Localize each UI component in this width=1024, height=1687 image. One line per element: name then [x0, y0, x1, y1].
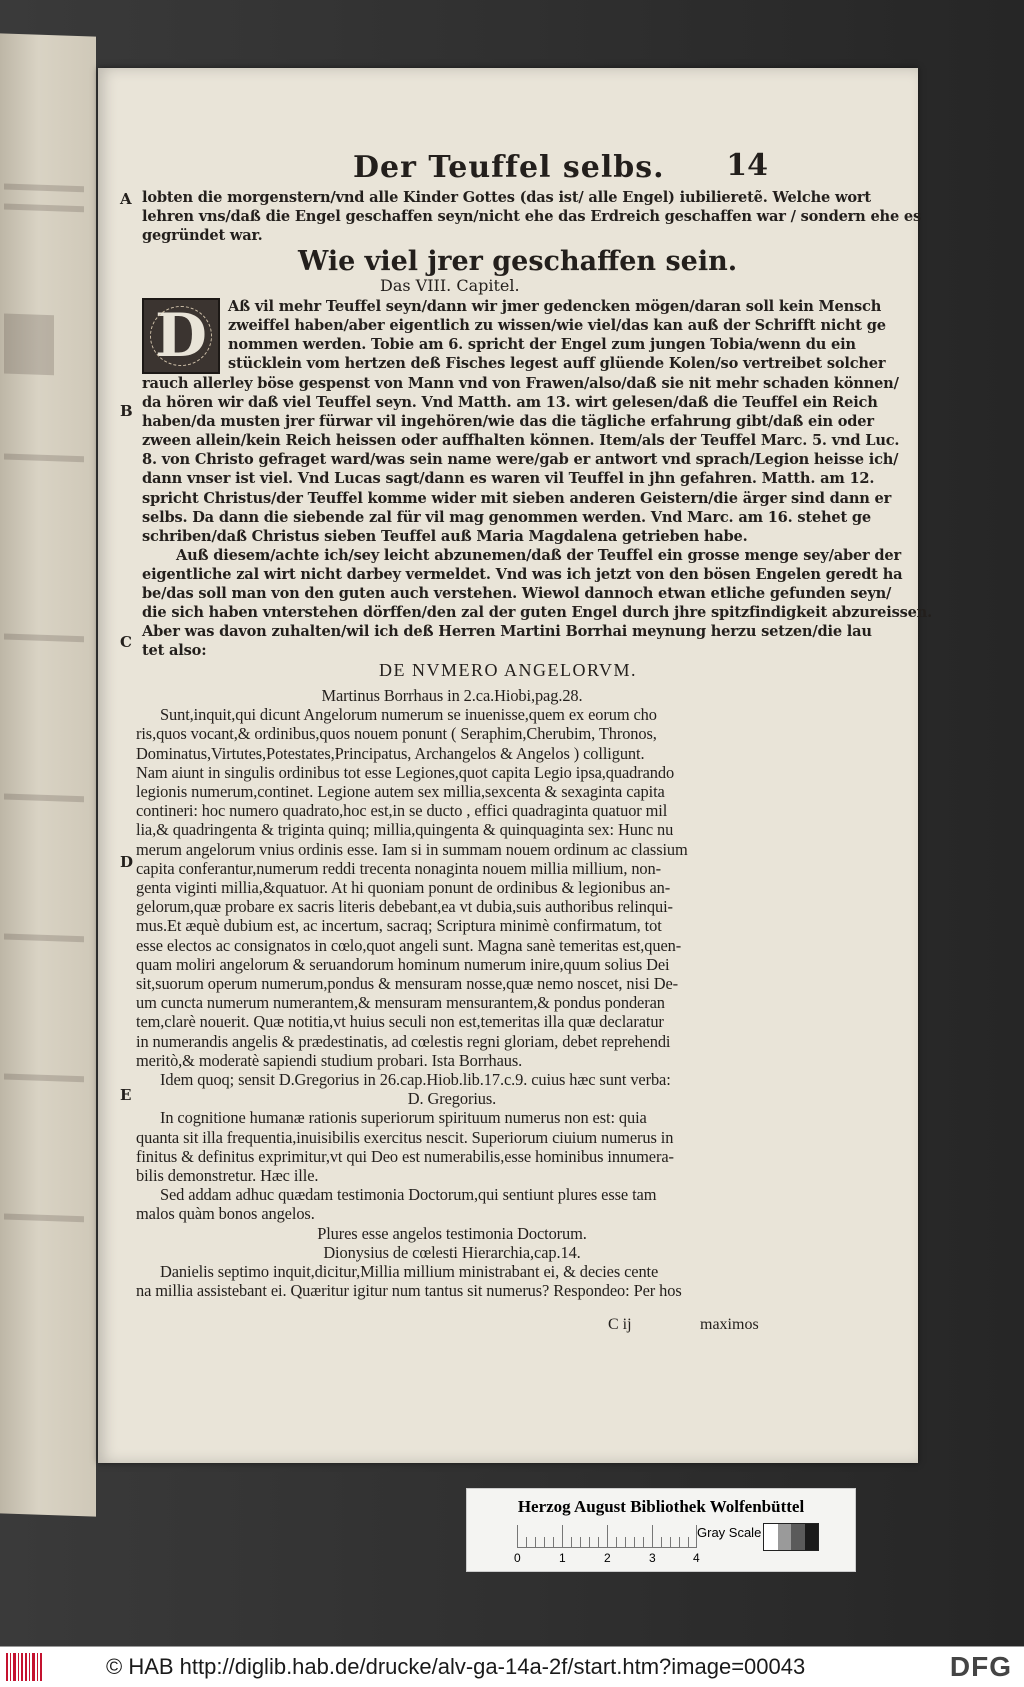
text-line: schriben/daß Christus sieben Teuffel auß Maria Magdalena getrieben habe. [142, 527, 748, 545]
text-line: lehren vns/daß die Engel geschaffen seyn/nicht ehe das Erdreich geschaffen war / sondern ehe es [142, 208, 922, 226]
latin-line: Sed addam adhuc quædam testimonia Doctorum,qui sentiunt plures esse tam [136, 1185, 657, 1205]
barcode-bar [29, 1653, 30, 1681]
latin-section [136, 686, 768, 1301]
ruler-number: 4 [693, 1551, 700, 1565]
running-head: Der Teuffel selbs. [353, 150, 665, 185]
text-line: stücklein vom hertzen deß Fisches legest auff glüende Kolen/so vertreibet solcher [228, 355, 886, 373]
latin-line: Sunt,inquit,qui dicunt Angelorum numerum se inuenisse,quem ex eorum cho [136, 705, 657, 725]
latin-line: Idem quoq; sensit D.Gregorius in 26.cap.Hiob.lib.17.c.9. cuius hæc sunt verba: [136, 1070, 671, 1090]
margin-letter-b: B [120, 402, 133, 420]
text-line: die sich haben vnterstehen dörffen/den zal der guten Engel durch jhre spitzfindigkeit abzureissen. [142, 604, 932, 622]
library-color-card [466, 1488, 856, 1572]
text-line: dann vnser ist viel. Vnd Lucas sagt/dann es waren vil Teuffel in jhn gefahren. Matth. am 12. [142, 470, 875, 488]
gray-swatch [764, 1524, 778, 1550]
text-line: 8. von Christo gefraget ward/was sein name were/gab er antwort vnd sprach/Legion heisse ich/ [142, 451, 899, 469]
signature-mark: C ij [608, 1316, 632, 1333]
latin-line: ris,quos vocant,& ordinibus,quos nouem ponunt ( Seraphim,Cherubim, Thronos, [136, 724, 657, 744]
latin-line: meritò,& moderatè sapiendi studium probari. Ista Borrhaus. [136, 1050, 523, 1070]
library-name: Herzog August Bibliothek Wolfenbüttel [517, 1497, 805, 1516]
opening-paragraph [142, 188, 922, 245]
latin-line: gelorum,quæ probare ex sacris literis debebant,ea vt dubia,suis authoribus relinqui- [136, 897, 673, 917]
latin-line: lia,& quadringenta & triginta quinq; millia,quingenta & quinquaginta sex: Hunc nu [136, 820, 674, 840]
latin-line: contineri: hoc numero quadrato,hoc est,in se ducto , effici quadraginta quatuor mil [136, 801, 668, 821]
chapter-number: Das VIII. Capitel. [380, 276, 520, 295]
initial-paragraph [228, 297, 886, 373]
latin-line: esse electos ac consignatos in cœlo,quot angeli sunt. Magna sanè temeritas est,quen- [136, 935, 682, 955]
gray-scale-swatches [763, 1523, 819, 1551]
copyright-url[interactable]: © HAB http://diglib.hab.de/drucke/alv-ga-14a-2f/start.htm?image=00043 [106, 1654, 806, 1679]
text-line: tet also: [142, 642, 207, 660]
viewer-footer [0, 1646, 1024, 1687]
barcode-bar [13, 1653, 16, 1681]
text-line: be/das soll man von den guten auch verstehen. Wiewol dannoch etwan etliche gefunden seyn/ [142, 585, 892, 603]
text-line: Aß vil mehr Teuffel seyn/dann wir jmer gedencken mögen/daran soll kein Mensch [228, 298, 882, 315]
facing-page-edge [0, 33, 96, 1516]
gray-swatch [778, 1524, 792, 1550]
latin-line: sit,suorum operum numerum,pondus & mensuram nosse,quæ nemo noscet, nisi De- [136, 974, 678, 994]
latin-line: Nam aiunt in singulis ordinibus tot esse Legiones,quot capita Legio ipsa,quadrando [136, 762, 675, 782]
gray-swatch [805, 1524, 819, 1550]
margin-letter-d: D [120, 853, 134, 871]
latin-line: capita conferantur,numerum reddi trecenta nonaginta nouem millia millium, non- [136, 858, 661, 878]
chapter-title: Wie viel jrer geschaffen sein. [298, 246, 738, 277]
barcode-bar [40, 1653, 42, 1681]
margin-letter-e: E [120, 1086, 132, 1104]
initial-letter: D [154, 301, 208, 371]
text-line: gegründet war. [142, 227, 263, 245]
barcode-bar [21, 1653, 23, 1681]
text-line: lobten die morgenstern/vnd alle Kinder Gottes (das ist/ alle Engel) iubilieretẽ. Welche wort [142, 189, 871, 206]
text-line: eigentliche zal wirt nicht darbey vermeldet. Vnd was ich jetzt von den bösen Engelen geredt ha [142, 565, 903, 583]
latin-line: um cuncta numerum numerantem,& mensuram mensurantem,& pondus ponderan [136, 993, 665, 1013]
latin-line: D. Gregorius. [407, 1089, 497, 1109]
latin-line: legionis numerum,continet. Legione autem sex millia,sexcenta & sexaginta capita [136, 782, 665, 802]
text-line: haben/da musten jrer fürwar vil ingehören/wie das die tägliche erfahrung gibt/daß ein oder [142, 413, 874, 431]
ruler-number: 1 [559, 1551, 566, 1565]
text-line: Auß diesem/achte ich/sey leicht abzunemen/daß der Teuffel ein grosse menge sey/aber der [176, 546, 901, 564]
barcode-bar [32, 1653, 35, 1681]
barcode-bar [18, 1653, 19, 1681]
latin-line: In cognitione humanæ rationis superiorum spirituum numerus non est: quia [136, 1108, 647, 1128]
latin-line: Martinus Borrhaus in 2.ca.Hiobi,pag.28. [321, 686, 583, 705]
ruler-scale [517, 1525, 697, 1548]
gray-scale-label: Gray Scale [697, 1525, 762, 1540]
barcode-bar [37, 1653, 38, 1681]
section-heading: DE NVMERO ANGELORVM. [378, 660, 638, 680]
latin-line: quanta sit illa frequentia,inuisibilis exercitus nescit. Superiorum ciuium numerus in [136, 1127, 674, 1147]
text-line: zweiffel haben/aber eigentlich zu wissen/wie viel/das kan auß der Schrifft nicht ge [228, 317, 886, 335]
barcode-bar [6, 1653, 8, 1681]
hab-barcode-icon [6, 1653, 44, 1681]
german-paragraph [142, 374, 932, 660]
latin-line: genta viginti millia,&quatuor. At hi quoniam ponunt de ordinibus & legionibus an- [136, 878, 671, 898]
text-line: nommen werden. Tobie am 6. spricht der Engel zum jungen Tobia/wenn du ein [228, 336, 856, 354]
margin-letter-a: A [120, 190, 132, 208]
dfg-logo: DFG [949, 1651, 1012, 1682]
margin-letter-c: C [120, 633, 132, 651]
text-line: Aber was davon zuhalten/wil ich deß Herren Martini Borrhai meynung herzu setzen/die lau [142, 623, 872, 641]
book-page [98, 68, 932, 1463]
catchword: maximos [700, 1316, 759, 1333]
gray-swatch [791, 1524, 805, 1550]
latin-line: merum angelorum vnius ordinis esse. Iam si in summam nouem ordinum ac classium [136, 839, 688, 859]
latin-line: bilis demonstretur. Hæc ille. [136, 1166, 319, 1186]
latin-line: Dionysius de cœlesti Hierarchia,cap.14. [323, 1242, 581, 1262]
ruler-number: 0 [514, 1551, 521, 1565]
ruler-number: 3 [649, 1551, 656, 1565]
latin-line: tem,clarè nouerit. Quæ notitia,vt huius seculi non est,temeritas illa quæ declaratur [136, 1012, 664, 1032]
latin-line: in numerandis angelis & prædestinatis, ad cœlestis regni gloriam, debet reprehendi [136, 1031, 671, 1051]
text-line: da hören wir daß viel Teuffel seyn. Vnd Matth. am 13. wirt gelesen/daß die Teuffel ein Reich [142, 394, 878, 412]
text-line: zween allein/kein Reich heissen oder auffhalten können. Item/als der Teuffel Marc. 5. vnd Luc. [142, 432, 900, 450]
latin-line: na millia assistebant ei. Quæritur igitur num tantus sit numerus? Respondeo: Per hos [136, 1281, 682, 1301]
latin-line: Danielis septimo inquit,dicitur,Millia millium ministrabant ei, & decies cente [136, 1262, 659, 1282]
latin-line: malos quàm bonos angelos. [136, 1204, 315, 1224]
ruler-number: 2 [604, 1551, 611, 1565]
latin-line: quam moliri angelorum & seruandorum hominum numerum inire,quum solius Dei [136, 954, 670, 974]
folio-number: 14 [726, 148, 768, 183]
decorated-initial-icon [142, 298, 220, 374]
latin-line: Dominatus,Virtutes,Potestates,Principatus, Archangelos & Angelos ) colligunt. [136, 743, 645, 763]
text-line: rauch allerley böse gespenst von Mann vnd von Frawen/also/daß sie nit mehr schaden können/ [142, 375, 899, 392]
barcode-bar [25, 1653, 27, 1681]
latin-line: Plures esse angelos testimonia Doctorum. [317, 1223, 587, 1243]
latin-line: finitus & definitus exprimitur,vt qui Deo est numerabilis,esse hominibus innumera- [136, 1146, 674, 1166]
text-line: selbs. Da dann die siebende zal für vil mag genommen werden. Vnd Marc. am 16. stehet ge [142, 508, 872, 526]
text-line: spricht Christus/der Teuffel komme wider mit sieben anderen Geistern/die ärger sind dann er [142, 489, 892, 507]
barcode-bar [10, 1653, 11, 1681]
latin-line: mus.Et æquè dubium est, ac incertum, sacraq; Scriptura minimè confirmatum, tot [136, 916, 662, 936]
